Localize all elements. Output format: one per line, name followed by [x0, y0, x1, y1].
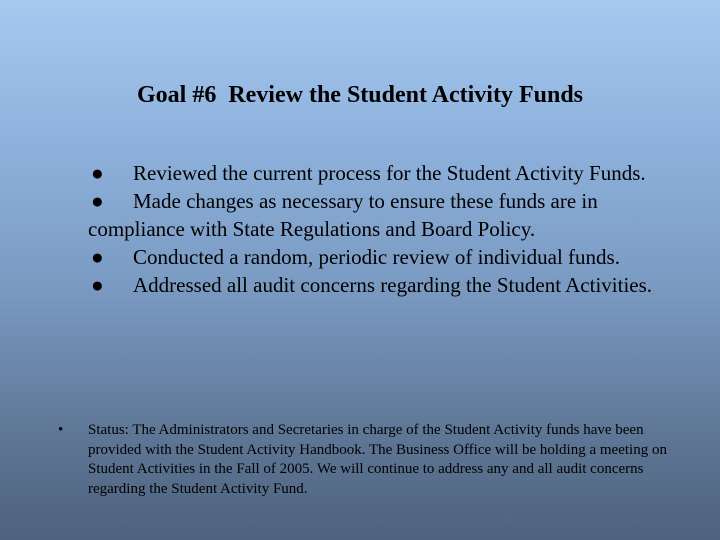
status-bullet-icon: •	[58, 422, 64, 438]
slide-title: Goal #6 Review the Student Activity Funds	[136, 82, 583, 108]
list-item	[88, 243, 688, 271]
bullet-list	[88, 159, 688, 299]
bullet-icon: ●	[91, 161, 104, 185]
bullet-text: Addressed all audit concerns regarding the Student Activities.	[133, 273, 653, 297]
bullet-text: Made changes as necessary to ensure these funds are in compliance with State Regulations and Board Policy.	[88, 189, 598, 241]
bullet-text: Reviewed the current process for the Student Activity Funds.	[133, 161, 646, 185]
list-item	[88, 271, 688, 299]
list-item	[88, 159, 688, 187]
bullet-icon: ●	[91, 189, 104, 213]
status-text: Status: The Administrators and Secretaries in charge of the Student Activity funds have been provided with the Student Activity Handbook. The Business Office will be holding a meeting on Student Activities in the Fall of 2005. We will continue to address any and all audit concerns regarding the Student Activity Fund.	[88, 422, 667, 497]
bullet-icon: ●	[91, 245, 104, 269]
bullet-icon: ●	[91, 273, 104, 297]
bullet-text: Conducted a random, periodic review of individual funds.	[133, 245, 620, 269]
status-block	[58, 421, 678, 499]
list-item	[88, 187, 688, 243]
